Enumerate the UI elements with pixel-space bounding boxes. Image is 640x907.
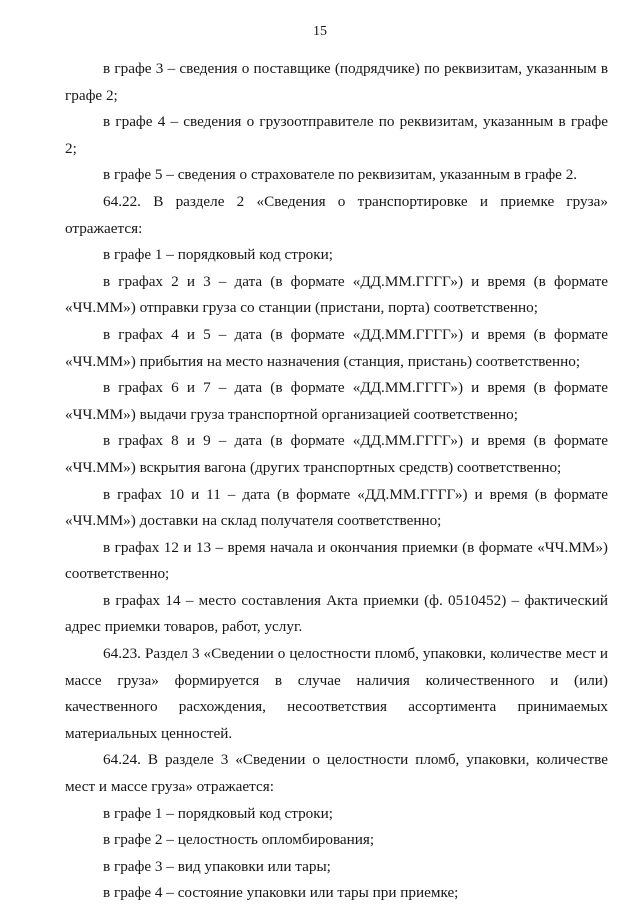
paragraph: в графе 5 – сведения о страхователе по реквизитам, указанным в графе 2. <box>103 166 578 184</box>
paragraph: в графе 4 – состояние упаковки или тары при приемке; <box>103 884 459 902</box>
paragraph: в графах 2 и 3 – дата (в формате «ДД.ММ.ГГГГ») и время (в формате «ЧЧ.ММ») отправки груза со станции (пристани, порта) соответственно; <box>65 272 608 317</box>
paragraph: в графе 4 – сведения о грузоотправителе по реквизитам, указанным в графе 2; <box>65 113 608 157</box>
paragraph: в графах 12 и 13 – время начала и окончания приемки (в формате «ЧЧ.ММ») соответственно; <box>65 538 608 583</box>
paragraph: в графах 10 и 11 – дата (в формате «ДД.ММ.ГГГГ») и время (в формате «ЧЧ.ММ») доставки на склад получателя соответственно; <box>65 485 608 530</box>
page-number: 15 <box>313 24 327 39</box>
paragraph: в графах 14 – место составления Акта приемки (ф. 0510452) – фактический адрес приемки товаров, работ, услуг. <box>65 591 608 636</box>
paragraph: 64.23. Раздел 3 «Сведении о целостности пломб, упаковки, количестве мест и массе груза» формируется в случае наличия количественного и (или) качественного расхождения, несоответствия ассортимента принимаемых материальных ценностей. <box>65 645 608 742</box>
paragraph: в графе 3 – сведения о поставщике (подрядчике) по реквизитам, указанным в графе 2; <box>65 60 608 104</box>
paragraph: в графе 1 – порядковый код строки; <box>103 804 333 822</box>
paragraph: в графе 2 – целостность опломбирования; <box>103 831 375 849</box>
paragraph: в графах 4 и 5 – дата (в формате «ДД.ММ.ГГГГ») и время (в формате «ЧЧ.ММ») прибытия на место назначения (станция, пристань) соответственно; <box>65 325 608 370</box>
paragraph: в графе 1 – порядковый код строки; <box>103 246 333 264</box>
paragraph: 64.22. В разделе 2 «Сведения о транспортировке и приемке груза» отражается: <box>65 192 608 237</box>
paragraph: 64.24. В разделе 3 «Сведении о целостности пломб, упаковки, количестве мест и массе груза» отражается: <box>65 751 608 796</box>
paragraph: в графах 6 и 7 – дата (в формате «ДД.ММ.ГГГГ») и время (в формате «ЧЧ.ММ») выдачи груза транспортной организацией соответственно; <box>65 379 608 423</box>
paragraph: в графе 3 – вид упаковки или тары; <box>103 857 331 875</box>
document-body <box>65 56 608 907</box>
paragraph: в графах 8 и 9 – дата (в формате «ДД.ММ.ГГГГ») и время (в формате «ЧЧ.ММ») вскрытия вагона (других транспортных средств) соответственно; <box>65 432 608 476</box>
